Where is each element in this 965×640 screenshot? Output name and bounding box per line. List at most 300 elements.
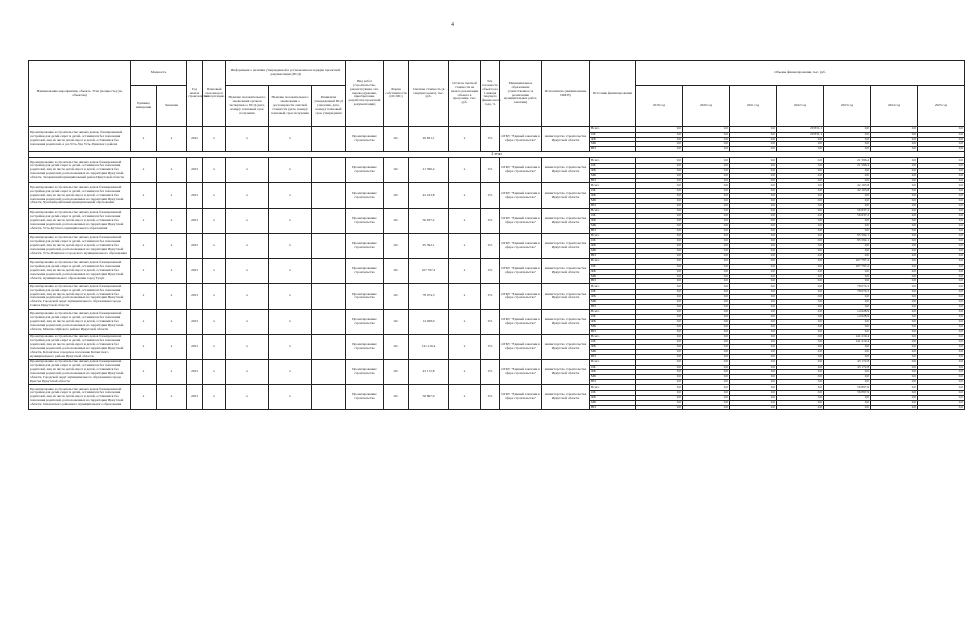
year-start: 2023 bbox=[187, 158, 203, 183]
funding-value: 0,0 bbox=[636, 350, 683, 355]
funding-value: 0,0 bbox=[636, 224, 683, 229]
funding-source: МБ bbox=[590, 350, 636, 355]
funding-value: 0,0 bbox=[777, 208, 824, 214]
funding-value: 0,0 bbox=[683, 294, 730, 299]
readiness: 0% bbox=[481, 359, 500, 384]
funding-value: 141 219,4 bbox=[824, 334, 871, 340]
funding-value: 0,0 bbox=[730, 320, 777, 325]
funding-value: 0,0 bbox=[918, 233, 965, 239]
funding-source: ФБ bbox=[590, 320, 636, 325]
docs-price: x bbox=[269, 309, 312, 334]
funding-source: ВИ bbox=[590, 329, 636, 334]
funding-value: 0,0 bbox=[871, 228, 918, 233]
planned-completion: x bbox=[203, 334, 226, 359]
customer: ОГКУ "Единый заказчик в сфере строительства" bbox=[500, 127, 542, 152]
funding-value: 0,0 bbox=[683, 284, 730, 290]
funding-value: 42 163,8 bbox=[824, 189, 871, 194]
funding-value: 0,0 bbox=[871, 158, 918, 164]
funding-value: 0,0 bbox=[683, 163, 730, 168]
estimated-cost: 78 074,3 bbox=[409, 284, 449, 309]
funding-value: 95 592,1 bbox=[824, 239, 871, 244]
capacity-value: x bbox=[157, 259, 187, 284]
funding-value: 0,0 bbox=[918, 198, 965, 203]
docs-status: x bbox=[226, 208, 269, 233]
funding-value: 0,0 bbox=[636, 345, 683, 350]
header-year-start: Год начала строительства bbox=[187, 61, 203, 127]
funding-value: 0,0 bbox=[824, 224, 871, 229]
funding-value: 0,0 bbox=[918, 168, 965, 173]
funding-value: 0,0 bbox=[636, 359, 683, 365]
funding-value: 0,0 bbox=[918, 340, 965, 345]
capacity-unit: x bbox=[131, 359, 157, 384]
funding-value: 0,0 bbox=[871, 198, 918, 203]
funding-value: 0,0 bbox=[683, 365, 730, 370]
capacity-value: x bbox=[157, 359, 187, 384]
funding-value: 0,0 bbox=[871, 345, 918, 350]
funding-value: 0,0 bbox=[636, 137, 683, 142]
work-type: Проектирование/ строительство bbox=[346, 284, 384, 309]
funding-value: 0,0 bbox=[871, 208, 918, 214]
funding-value: 0,0 bbox=[683, 219, 730, 224]
funding-value: 0,0 bbox=[730, 219, 777, 224]
table-head bbox=[29, 61, 965, 127]
object-name: Проектирование и строительство жилых домов блокированной застройки для детей-сирот и детей, оставшихся без попечения родителей, лиц из числа детей-сирот и детей, оставшихся без попечения родителей, расположенных на территории Иркутской области, Городской округ муниципального образования города Саянск Иркутской области bbox=[29, 284, 131, 309]
funding-value: 0,0 bbox=[636, 132, 683, 137]
funding-value: 0,0 bbox=[871, 315, 918, 320]
funding-value: 0,0 bbox=[636, 320, 683, 325]
executor: министерство строительства Иркутской области bbox=[542, 127, 590, 152]
work-type: Проектирование/ строительство bbox=[346, 208, 384, 233]
funding-value: 0,0 bbox=[824, 147, 871, 152]
funding-value: 0,0 bbox=[683, 173, 730, 178]
funding-source: ФБ bbox=[590, 219, 636, 224]
funding-value: 0,0 bbox=[636, 219, 683, 224]
funding-value: 0,0 bbox=[730, 395, 777, 400]
capacity-value: x bbox=[157, 309, 187, 334]
funding-value: 0,0 bbox=[730, 254, 777, 259]
funding-value: 0,0 bbox=[683, 279, 730, 284]
funding-value: 0,0 bbox=[730, 224, 777, 229]
funding-value: 0,0 bbox=[871, 390, 918, 395]
estimated-cost: 21 596,4 bbox=[409, 158, 449, 183]
funding-source: МБ bbox=[590, 274, 636, 279]
property-form: ОС bbox=[384, 284, 409, 309]
funding-value: 0,0 bbox=[730, 350, 777, 355]
readiness: 0% bbox=[481, 284, 500, 309]
customer: ОГКУ "Единый заказчик в сфере строительства" bbox=[500, 158, 542, 183]
funding-value: 0,0 bbox=[683, 198, 730, 203]
funding-value: 0,0 bbox=[918, 345, 965, 350]
docs-approved bbox=[312, 183, 346, 208]
funding-value: 0,0 bbox=[683, 385, 730, 391]
capacity-value: x bbox=[157, 183, 187, 208]
funding-source: Всего bbox=[590, 127, 636, 133]
funding-value: 0,0 bbox=[824, 137, 871, 142]
funding-value: 0,0 bbox=[871, 193, 918, 198]
funding-value: 0,0 bbox=[777, 137, 824, 142]
year-start: 2023 bbox=[187, 359, 203, 384]
funding-value: 0,0 bbox=[918, 264, 965, 269]
docs-status: x bbox=[226, 359, 269, 384]
funding-source: ОБ bbox=[590, 365, 636, 370]
funding-value: 0,0 bbox=[918, 320, 965, 325]
funding-source: ФБ bbox=[590, 269, 636, 274]
funding-value: 0,0 bbox=[871, 309, 918, 315]
capacity-value: x bbox=[157, 284, 187, 309]
funding-value: 56 897,9 bbox=[824, 385, 871, 391]
capacity-unit: x bbox=[131, 259, 157, 284]
funding-value: 0,0 bbox=[871, 370, 918, 375]
funding-source: ВИ bbox=[590, 279, 636, 284]
estimated-cost: 14 928,9 bbox=[409, 309, 449, 334]
funding-value: 0,0 bbox=[636, 405, 683, 410]
funding-value: 0,0 bbox=[683, 320, 730, 325]
funding-value: 0,0 bbox=[730, 173, 777, 178]
funding-value: 0,0 bbox=[871, 163, 918, 168]
estimated-cost: 43 172,8 bbox=[409, 359, 449, 384]
docs-status: x bbox=[226, 158, 269, 183]
funding-value: 0,0 bbox=[777, 259, 824, 265]
header-property-form: Форма собственности (ОС/МС) bbox=[384, 61, 409, 127]
funding-source: Всего bbox=[590, 284, 636, 290]
header-year-2024: 2024 год bbox=[871, 86, 918, 127]
funding-value: 0,0 bbox=[824, 228, 871, 233]
work-type: Проектирование/ строительство bbox=[346, 233, 384, 258]
funding-value: 0,0 bbox=[636, 334, 683, 340]
funding-value: 0,0 bbox=[636, 324, 683, 329]
capacity-value: x bbox=[157, 233, 187, 258]
customer: ОГКУ "Единый заказчик в сфере строительства" bbox=[500, 309, 542, 334]
funding-value: 0,0 bbox=[777, 173, 824, 178]
header-responsible: Муниципальное образование (ответственное за реализацию муниципальных работ, заказчик) bbox=[500, 61, 542, 127]
funding-value: 0,0 bbox=[730, 385, 777, 391]
funding-value: 0,0 bbox=[871, 365, 918, 370]
funding-value: 43 172,8 bbox=[824, 359, 871, 365]
property-form: ОС bbox=[384, 233, 409, 258]
property-form: ОС bbox=[384, 183, 409, 208]
funding-source: Всего bbox=[590, 259, 636, 265]
funding-value: 0,0 bbox=[777, 279, 824, 284]
funding-value: 0,0 bbox=[871, 137, 918, 142]
funding-value: 0,0 bbox=[871, 375, 918, 380]
capacity-unit: x bbox=[131, 385, 157, 410]
header-capacity-unit: Единица измерения bbox=[131, 86, 157, 127]
funding-value: 0,0 bbox=[636, 249, 683, 254]
funding-value: 0,0 bbox=[636, 233, 683, 239]
funding-value: 0,0 bbox=[636, 289, 683, 294]
funding-value: 0,0 bbox=[777, 320, 824, 325]
funding-value: 0,0 bbox=[730, 345, 777, 350]
funding-value: 0,0 bbox=[777, 365, 824, 370]
funding-value: 0,0 bbox=[824, 173, 871, 178]
customer: ОГКУ "Единый заказчик в сфере строительства" bbox=[500, 233, 542, 258]
funding-value: 0,0 bbox=[730, 269, 777, 274]
funding-value: 0,0 bbox=[824, 198, 871, 203]
year-start: 2023 bbox=[187, 233, 203, 258]
property-form: ОС bbox=[384, 158, 409, 183]
funding-source: ФБ bbox=[590, 193, 636, 198]
funding-value: 0,0 bbox=[777, 370, 824, 375]
funding-value: 0,0 bbox=[777, 142, 824, 147]
funding-source: МБ bbox=[590, 324, 636, 329]
funding-source: ВИ bbox=[590, 203, 636, 208]
funding-value: 0,0 bbox=[871, 274, 918, 279]
funding-value: 141 219,4 bbox=[824, 340, 871, 345]
capacity-unit: x bbox=[131, 158, 157, 183]
funding-value: 29 831,1 bbox=[777, 132, 824, 137]
funding-value: 14 928,9 bbox=[824, 309, 871, 315]
funding-value: 0,0 bbox=[683, 178, 730, 183]
funding-value: 0,0 bbox=[871, 304, 918, 309]
funding-value: 0,0 bbox=[730, 390, 777, 395]
header-docs-price: Наличие положительного заключения о достоверности сметной стоимости (дата, номер)/ плановый срок получения bbox=[269, 86, 312, 127]
capacity-unit: x bbox=[131, 284, 157, 309]
funding-value: 0,0 bbox=[636, 274, 683, 279]
funding-value: 0,0 bbox=[730, 158, 777, 164]
funding-value: 0,0 bbox=[636, 189, 683, 194]
funding-source: Всего bbox=[590, 359, 636, 365]
estimated-cost: 29 831,1 bbox=[409, 127, 449, 152]
funding-value: 0,0 bbox=[683, 345, 730, 350]
planned-completion: x bbox=[203, 259, 226, 284]
funding-value: 0,0 bbox=[730, 233, 777, 239]
funding-value: 0,0 bbox=[918, 294, 965, 299]
funding-source: ВИ bbox=[590, 405, 636, 410]
year-start: 2023 bbox=[187, 208, 203, 233]
funding-value: 14 928,9 bbox=[824, 315, 871, 320]
header-planned-completion: Плановый срок ввода в эксплуатацию bbox=[203, 61, 226, 127]
object-name: Проектирование и строительство жилых домов, блокированной застройки для детей-сирот и детей, оставшихся без попечения родителей, лиц из числа детей-сирот и детей, оставшихся без попечения родителей, в р.п.Усть-Уда Усть-Удинского района bbox=[29, 127, 131, 152]
remaining-cost: x bbox=[449, 208, 481, 233]
work-type: Проектирование/ строительство bbox=[346, 334, 384, 359]
executor: министерство строительства Иркутской области bbox=[542, 334, 590, 359]
funding-value: 0,0 bbox=[777, 269, 824, 274]
executor: министерство строительства Иркутской области bbox=[542, 158, 590, 183]
funding-value: 0,0 bbox=[683, 370, 730, 375]
estimated-cost: 56 897,9 bbox=[409, 385, 449, 410]
funding-value: 0,0 bbox=[871, 259, 918, 265]
readiness: 0% bbox=[481, 158, 500, 183]
funding-value: 0,0 bbox=[777, 233, 824, 239]
funding-source: ФБ bbox=[590, 370, 636, 375]
funding-value: 0,0 bbox=[871, 203, 918, 208]
funding-value: 0,0 bbox=[636, 127, 683, 133]
funding-source: ОБ bbox=[590, 189, 636, 194]
funding-value: 0,0 bbox=[918, 259, 965, 265]
readiness: 0% bbox=[481, 183, 500, 208]
funding-value: 0,0 bbox=[871, 334, 918, 340]
funding-value: 56 897,9 bbox=[824, 390, 871, 395]
funding-value: 0,0 bbox=[918, 193, 965, 198]
funding-value: 0,0 bbox=[871, 224, 918, 229]
docs-approved bbox=[312, 385, 346, 410]
funding-value: 0,0 bbox=[871, 127, 918, 133]
funding-value: 0,0 bbox=[683, 329, 730, 334]
executor: министерство строительства Иркутской области bbox=[542, 359, 590, 384]
capacity-value: x bbox=[157, 127, 187, 152]
funding-value: 0,0 bbox=[777, 224, 824, 229]
funding-value: 0,0 bbox=[730, 405, 777, 410]
funding-value: 78 074,3 bbox=[824, 289, 871, 294]
funding-value: 0,0 bbox=[636, 315, 683, 320]
capacity-unit: x bbox=[131, 208, 157, 233]
funding-value: 0,0 bbox=[824, 400, 871, 405]
funding-value: 0,0 bbox=[918, 299, 965, 304]
funding-value: 0,0 bbox=[918, 274, 965, 279]
funding-source: МБ bbox=[590, 224, 636, 229]
funding-value: 0,0 bbox=[824, 127, 871, 133]
funding-value: 0,0 bbox=[683, 324, 730, 329]
customer: ОГКУ "Единый заказчик в сфере строительства" bbox=[500, 183, 542, 208]
readiness: 0% bbox=[481, 127, 500, 152]
header-year-2023: 2023 год bbox=[824, 86, 871, 127]
docs-status: x bbox=[226, 183, 269, 208]
funding-value: 0,0 bbox=[730, 163, 777, 168]
docs-price: x bbox=[269, 334, 312, 359]
funding-value: 0,0 bbox=[683, 193, 730, 198]
funding-source: ОБ bbox=[590, 163, 636, 168]
funding-source: МБ bbox=[590, 375, 636, 380]
funding-value: 0,0 bbox=[918, 405, 965, 410]
funding-value: 0,0 bbox=[918, 370, 965, 375]
funding-value: 0,0 bbox=[683, 334, 730, 340]
year-start: 2023 bbox=[187, 385, 203, 410]
funding-value: 0,0 bbox=[871, 239, 918, 244]
funding-value: 0,0 bbox=[683, 274, 730, 279]
capacity-unit: x bbox=[131, 334, 157, 359]
header-funding-group: Объемы финансирования, тыс. руб. bbox=[636, 61, 965, 86]
docs-approved bbox=[312, 284, 346, 309]
docs-approved bbox=[312, 334, 346, 359]
funding-value: 0,0 bbox=[777, 158, 824, 164]
funding-source: Всего bbox=[590, 385, 636, 391]
funding-value: 0,0 bbox=[777, 289, 824, 294]
docs-price: x bbox=[269, 208, 312, 233]
funding-value: 0,0 bbox=[730, 168, 777, 173]
docs-status: x bbox=[226, 385, 269, 410]
funding-value: 0,0 bbox=[871, 173, 918, 178]
funding-value: 0,0 bbox=[918, 183, 965, 189]
funding-value: 0,0 bbox=[824, 254, 871, 259]
planned-completion: x bbox=[203, 284, 226, 309]
remaining-cost: x bbox=[449, 183, 481, 208]
remaining-cost: x bbox=[449, 359, 481, 384]
funding-value: 0,0 bbox=[871, 359, 918, 365]
funding-value: 0,0 bbox=[730, 178, 777, 183]
funding-value: 0,0 bbox=[777, 178, 824, 183]
funding-value: 0,0 bbox=[918, 385, 965, 391]
funding-value: 0,0 bbox=[730, 239, 777, 244]
funding-value: 0,0 bbox=[824, 132, 871, 137]
funding-value: 0,0 bbox=[683, 340, 730, 345]
funding-value: 0,0 bbox=[683, 254, 730, 259]
funding-value: 0,0 bbox=[918, 239, 965, 244]
funding-value: 0,0 bbox=[871, 132, 918, 137]
funding-value: 0,0 bbox=[871, 147, 918, 152]
property-form: ОС bbox=[384, 309, 409, 334]
funding-value: 0,0 bbox=[683, 142, 730, 147]
funding-value: 0,0 bbox=[871, 385, 918, 391]
funding-value: 0,0 bbox=[730, 198, 777, 203]
docs-approved bbox=[312, 127, 346, 152]
funding-value: 0,0 bbox=[730, 183, 777, 189]
planned-completion: x bbox=[203, 233, 226, 258]
executor: министерство строительства Иркутской области bbox=[542, 385, 590, 410]
executor: министерство строительства Иркутской области bbox=[542, 208, 590, 233]
funding-value: 0,0 bbox=[871, 405, 918, 410]
funding-value: 0,0 bbox=[777, 168, 824, 173]
funding-value: 0,0 bbox=[730, 259, 777, 265]
header-year-2020: 2020 год bbox=[683, 86, 730, 127]
funding-value: 0,0 bbox=[824, 320, 871, 325]
funding-value: 0,0 bbox=[683, 132, 730, 137]
funding-value: 0,0 bbox=[683, 299, 730, 304]
financing-table bbox=[28, 60, 965, 410]
funding-value: 0,0 bbox=[636, 168, 683, 173]
executor: министерство строительства Иркутской области bbox=[542, 259, 590, 284]
funding-value: 0,0 bbox=[777, 375, 824, 380]
year-start: 2023 bbox=[187, 284, 203, 309]
funding-source: МБ bbox=[590, 198, 636, 203]
funding-value: 0,0 bbox=[636, 173, 683, 178]
docs-status: x bbox=[226, 233, 269, 258]
remaining-cost: x bbox=[449, 233, 481, 258]
header-object-name: Наименование мероприятия, объекта. Этап (мощность) (по объектам) bbox=[29, 61, 131, 127]
funding-value: 0,0 bbox=[918, 315, 965, 320]
header-year-2022: 2022 год bbox=[777, 86, 824, 127]
work-type: Проектирование/ строительство bbox=[346, 158, 384, 183]
funding-value: 0,0 bbox=[777, 264, 824, 269]
funding-value: 0,0 bbox=[777, 299, 824, 304]
docs-approved bbox=[312, 359, 346, 384]
funding-value: 0,0 bbox=[777, 183, 824, 189]
capacity-value: x bbox=[157, 334, 187, 359]
remaining-cost: x bbox=[449, 259, 481, 284]
header-work-type: Вид работ (строительство, реконструкция, тех. перевооружение, приобретение, разработка проектной документации) bbox=[346, 61, 384, 127]
docs-price: x bbox=[269, 127, 312, 152]
funding-value: 0,0 bbox=[918, 365, 965, 370]
header-cost: Сметная стоимость (в текущих ценах), тыс. руб. bbox=[409, 61, 449, 127]
funding-value: 0,0 bbox=[730, 304, 777, 309]
property-form: ОС bbox=[384, 259, 409, 284]
funding-value: 0,0 bbox=[683, 405, 730, 410]
funding-value: 0,0 bbox=[636, 208, 683, 214]
customer: ОГКУ "Единый заказчик в сфере строительства" bbox=[500, 208, 542, 233]
funding-value: 0,0 bbox=[730, 375, 777, 380]
funding-value: 0,0 bbox=[918, 284, 965, 290]
funding-value: 0,0 bbox=[918, 208, 965, 214]
funding-value: 0,0 bbox=[918, 359, 965, 365]
funding-value: 0,0 bbox=[918, 350, 965, 355]
planned-completion: x bbox=[203, 359, 226, 384]
funding-value: 0,0 bbox=[871, 355, 918, 360]
funding-value: 56 637,2 bbox=[824, 214, 871, 219]
funding-value: 0,0 bbox=[730, 324, 777, 329]
funding-value: 0,0 bbox=[683, 137, 730, 142]
funding-value: 0,0 bbox=[777, 189, 824, 194]
funding-value: 43 172,8 bbox=[824, 365, 871, 370]
funding-value: 0,0 bbox=[824, 345, 871, 350]
funding-source: ФБ bbox=[590, 137, 636, 142]
funding-value: 0,0 bbox=[636, 203, 683, 208]
capacity-unit: x bbox=[131, 309, 157, 334]
funding-value: 0,0 bbox=[683, 309, 730, 315]
funding-value: 0,0 bbox=[683, 355, 730, 360]
estimated-cost: 107 797,2 bbox=[409, 259, 449, 284]
customer: ОГКУ "Единый заказчик в сфере строительства" bbox=[500, 284, 542, 309]
funding-value: 0,0 bbox=[777, 198, 824, 203]
readiness: 0% bbox=[481, 334, 500, 359]
